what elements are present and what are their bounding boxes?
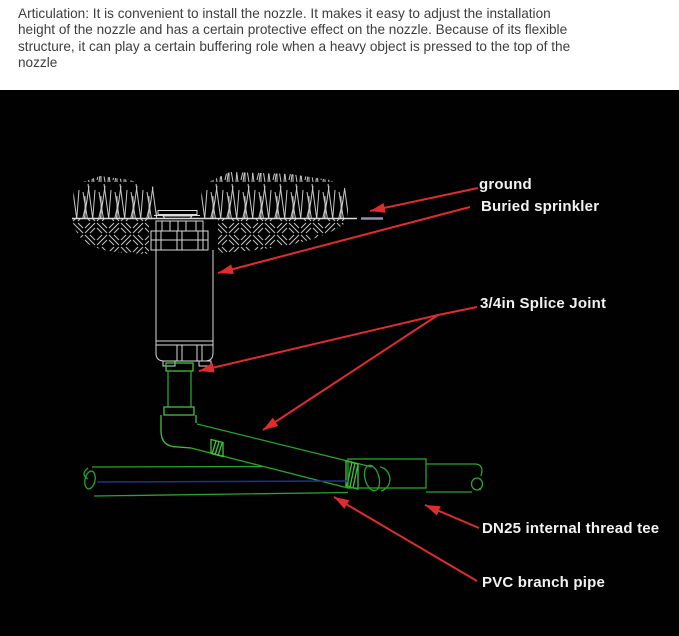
diagonal-pipe <box>191 424 372 489</box>
main-pipe <box>83 467 348 497</box>
arrow-ground <box>370 188 478 211</box>
riser-pipe <box>164 363 194 415</box>
grass-right <box>200 172 348 218</box>
label-splice-joint: 3/4in Splice Joint <box>480 295 607 312</box>
arrow-splice-upper <box>199 315 438 371</box>
description-line: height of the nozzle and has a certain protective effect on the nozzle. Because of its flexible <box>18 22 568 38</box>
arrow-pvc <box>334 497 477 581</box>
arrow-tee <box>425 505 479 528</box>
cad-drawing <box>0 90 679 636</box>
elbow-fitting <box>161 415 196 448</box>
water-line <box>97 481 347 482</box>
splice-band-elbow <box>211 440 223 457</box>
splice-joint-upper <box>166 363 193 371</box>
grass-left <box>72 176 157 218</box>
label-pvc-branch: PVC branch pipe <box>482 574 606 591</box>
description-line: structure, it can play a certain buffering role when a heavy object is pressed to the top of the <box>18 38 571 54</box>
riser-coupler <box>164 407 194 415</box>
description-paragraph <box>18 6 668 72</box>
sprinkler-cap <box>154 211 200 219</box>
right-pipe-segment <box>426 464 483 492</box>
arrow-splice-lower <box>263 315 438 430</box>
arrow-splice-stem <box>438 307 477 315</box>
label-dn25-tee: DN25 internal thread tee <box>482 520 660 537</box>
description-line: nozzle <box>18 55 58 71</box>
description-line: Articulation: It is convenient to install the nozzle. It makes it easy to adjust the installation <box>18 6 551 21</box>
label-ground: ground <box>479 176 532 193</box>
pipe-end-cap <box>83 468 97 490</box>
diagram-panel <box>0 90 679 636</box>
label-buried-sprinkler: Buried sprinkler <box>481 198 600 215</box>
